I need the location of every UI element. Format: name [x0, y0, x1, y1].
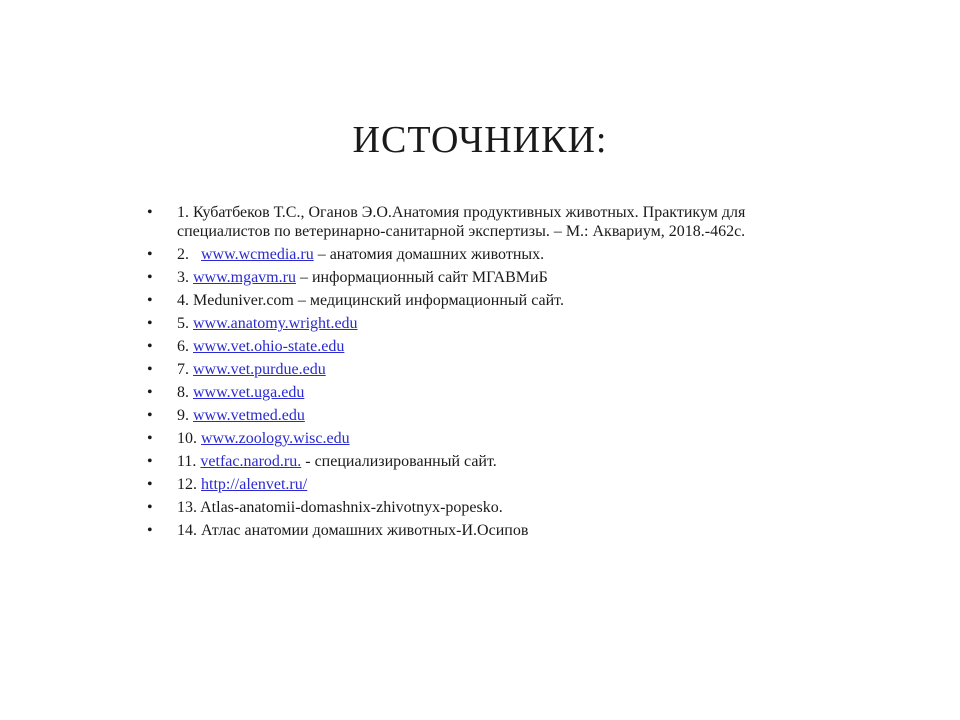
bullet-icon: • [147, 453, 153, 470]
bullet-icon: • [147, 315, 153, 332]
item-number: 11. [177, 453, 197, 470]
list-item [147, 203, 827, 241]
sources-list [147, 203, 827, 544]
item-number: 4. [177, 292, 189, 309]
bullet-icon: • [147, 499, 153, 516]
item-number: 9. [177, 407, 189, 424]
source-link[interactable]: vetfac.narod.ru. [200, 453, 302, 470]
source-link[interactable]: http://alenvet.ru/ [201, 476, 308, 493]
bullet-icon: • [147, 430, 153, 447]
source-link[interactable]: www.vet.ohio-state.edu [193, 338, 345, 355]
item-number: 13. [177, 499, 197, 516]
item-suffix: - специализированный сайт. [305, 453, 497, 470]
source-link[interactable]: www.vet.purdue.edu [193, 361, 326, 378]
source-link[interactable]: www.anatomy.wright.edu [193, 315, 358, 332]
list-item [147, 245, 827, 264]
item-number: 7. [177, 361, 189, 378]
item-text: Атлас анатомии домашних животных-И.Осипов [201, 522, 529, 539]
item-suffix: – анатомия домашних животных. [317, 246, 545, 263]
bullet-icon: • [147, 269, 153, 286]
source-link[interactable]: www.vet.uga.edu [193, 384, 305, 401]
item-number: 5. [177, 315, 189, 332]
list-item [147, 291, 827, 310]
bullet-icon: • [147, 246, 153, 263]
page-title: ИСТОЧНИКИ: [352, 119, 608, 161]
list-item [147, 429, 827, 448]
list-item [147, 406, 827, 425]
list-item [147, 383, 827, 402]
item-number: 8. [177, 384, 189, 401]
item-number: 12. [177, 476, 197, 493]
list-item [147, 337, 827, 356]
source-link[interactable]: www.zoology.wisc.edu [201, 430, 350, 447]
bullet-icon: • [147, 338, 153, 355]
list-item [147, 475, 827, 494]
bullet-icon: • [147, 292, 153, 309]
item-number: 3. [177, 269, 189, 286]
list-item [147, 521, 827, 540]
item-number: 14. [177, 522, 197, 539]
source-link[interactable]: www.mgavm.ru [193, 269, 296, 286]
bullet-icon: • [147, 384, 153, 401]
item-number: 10. [177, 430, 197, 447]
bullet-icon: • [147, 522, 153, 539]
list-item [147, 268, 827, 287]
list-item [147, 360, 827, 379]
item-suffix: – информационный сайт МГАВМиБ [299, 269, 548, 286]
item-number: 6. [177, 338, 189, 355]
item-number: 1. [177, 204, 189, 221]
bullet-icon: • [147, 407, 153, 424]
item-text: Meduniver.com – медицинский информационный сайт. [193, 292, 564, 309]
source-link[interactable]: www.wcmedia.ru [201, 246, 314, 263]
list-item [147, 452, 827, 471]
bullet-icon: • [147, 361, 153, 378]
list-item [147, 498, 827, 517]
item-text: Кубатбеков Т.С., Оганов Э.О.Анатомия продуктивных животных. Практикум для специалистов по ветеринарно-санитарной экспертизы. – М.: Аквариум, 2018.-462с. [177, 204, 746, 240]
item-number: 2. [177, 246, 189, 263]
item-text: Atlas-anatomii-domashnix-zhivotnyx-popesko. [200, 499, 503, 516]
source-link[interactable]: www.vetmed.edu [193, 407, 305, 424]
list-item [147, 314, 827, 333]
bullet-icon: • [147, 476, 153, 493]
bullet-icon: • [147, 204, 153, 221]
